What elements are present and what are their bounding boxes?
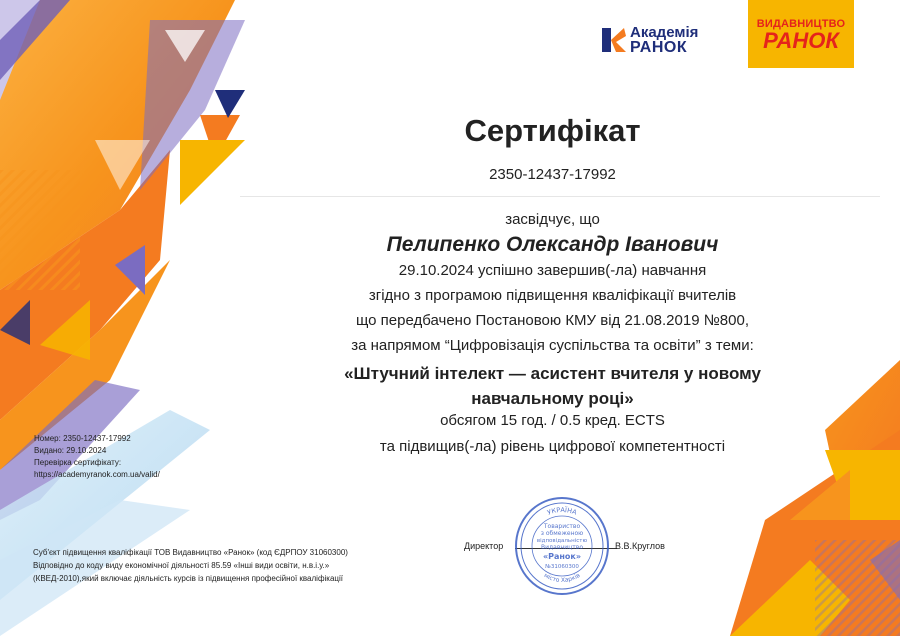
course-topic-line1: «Штучний інтелект — асистент вчителя у новому <box>344 364 761 383</box>
volume-text: обсягом 15 год. / 0.5 кред. ECTS <box>440 412 665 429</box>
left-decoration <box>0 0 280 636</box>
course-topic-line2: навчальному році» <box>471 389 634 408</box>
competence-text: та підвищив(-ла) рівень цифрової компетентності <box>379 438 726 455</box>
info-verify-link[interactable]: https://academyranok.com.ua/valid/ <box>34 470 160 479</box>
confirms-text: засвідчує, що <box>505 211 600 228</box>
stamp-code: №31060300 <box>545 564 579 570</box>
academy-logo-text: Академія <box>630 24 699 41</box>
academy-logo-subtext: РАНОК <box>630 39 688 56</box>
certificate-title: Сертифікат <box>464 113 641 148</box>
footer-line-1: Суб'єкт підвищення кваліфікації ТОВ Видавництво «Ранок» (код ЄДРПОУ 31060300) <box>33 548 348 557</box>
course-topic <box>300 361 805 411</box>
stamp-org-line2: з обмеженою <box>540 530 584 537</box>
info-verify-label: Перевірка сертифікату: <box>34 458 122 467</box>
info-issued: Видано: 29.10.2024 <box>34 446 107 455</box>
decree-text: що передбачено Постановою КМУ від 21.08.2019 №800, <box>356 312 749 329</box>
publisher-ranok-logo <box>748 0 854 68</box>
svg-text:УКРАЇНА <box>546 505 578 517</box>
certificate-info <box>34 433 160 481</box>
publisher-logo-label: ВИДАВНИЦТВО <box>756 18 846 30</box>
certificate-number: 2350-12437-17992 <box>489 166 616 183</box>
signer-name: В.В.Круглов <box>615 541 665 551</box>
publisher-logo-name: РАНОК <box>763 28 839 53</box>
footer-line-2: Відповідно до коду виду економічної діяльності 85.59 «Інші види освіти, н.в.і.у.» <box>33 561 330 570</box>
divider <box>240 196 880 197</box>
stamp-city: місто Харків <box>542 571 582 585</box>
program-text: згідно з програмою підвищення кваліфікації вчителів <box>368 287 737 304</box>
footer-legal-info <box>33 546 348 585</box>
svg-text:місто Харків <box>543 572 582 584</box>
official-stamp <box>514 494 610 596</box>
stamp-org-line3: відповідальністю <box>536 538 588 544</box>
recipient-name: Пелипенко Олександр Іванович <box>386 233 719 256</box>
info-number: Номер: 2350-12437-17992 <box>34 434 131 443</box>
director-label: Директор <box>464 541 504 551</box>
stamp-name: «Ранок» <box>542 552 582 561</box>
footer-line-3: (КВЕД-2010),який включає діяльність курсів із підвищення професійної кваліфікації <box>33 574 344 583</box>
stamp-country: УКРАЇНА <box>546 505 578 517</box>
completion-text: 29.10.2024 успішно завершив(-ла) навчання <box>398 262 707 279</box>
academy-logo-icon <box>602 26 626 54</box>
stamp-org-line4: Видавництво <box>541 544 583 551</box>
academy-ranok-logo <box>602 20 726 60</box>
direction-text: за напрямом “Цифровізація суспільства та освіти” з теми: <box>351 337 754 354</box>
stamp-org-line1: Товариство <box>543 523 581 530</box>
